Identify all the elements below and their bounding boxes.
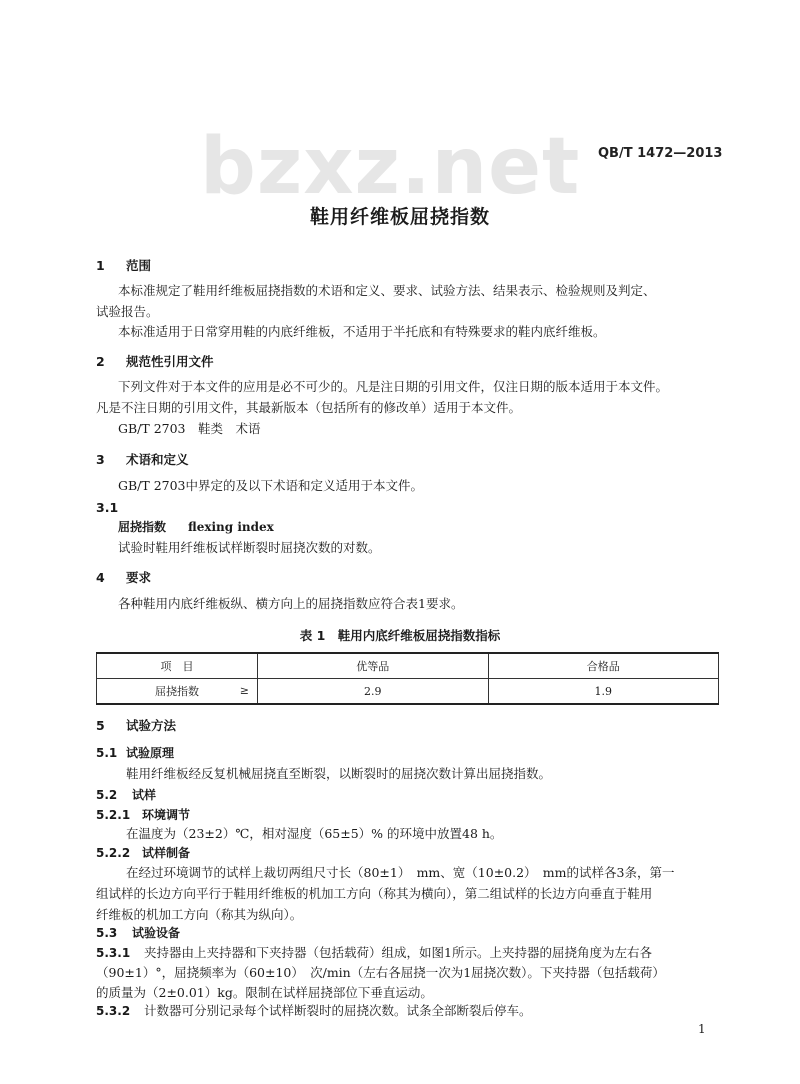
- section-5-number: 5: [96, 718, 105, 733]
- section-5-3-2-line: [96, 1001, 532, 1019]
- section-1-paragraph-1b: 试验报告。: [96, 304, 159, 319]
- section-3-title: 术语和定义: [126, 452, 189, 467]
- doc-code: QB/T 1472—2013: [598, 146, 723, 161]
- section-5-3-heading: [96, 924, 180, 941]
- section-3-number: 3: [96, 452, 105, 467]
- section-4-paragraph-1: 各种鞋用内底纤维板纵、横方向上的屈挠指数应符合表1要求。: [118, 596, 464, 611]
- section-5-2-1-heading: [96, 806, 190, 823]
- section-1-title: 范围: [126, 258, 152, 273]
- section-5-1-title: 试验原理: [126, 746, 175, 760]
- section-5-2-2-text-c: 纤维板的机加工方向（称其为纵向）。: [96, 907, 303, 922]
- row-name-label: 屈挠指数: [155, 685, 199, 698]
- section-1-number: 1: [96, 258, 105, 273]
- section-5-3-2-text: 计数器可分别记录每个试样断裂时的屈挠次数。试条全部断裂后停车。: [144, 1003, 532, 1018]
- section-2-paragraph-1b: 凡是不注日期的引用文件，其最新版本（包括所有的修改单）适用于本文件。: [96, 400, 522, 415]
- section-5-3-number: 5.3: [96, 926, 118, 940]
- section-1-paragraph-1a: 本标准规定了鞋用纤维板屈挠指数的术语和定义、要求、试验方法、结果表示、检验规则及判定、: [118, 283, 656, 298]
- section-2-reference: GB/T 2703 鞋类 术语: [118, 421, 261, 436]
- table-row-name: [97, 679, 258, 705]
- section-5-heading: [96, 716, 176, 734]
- table-header-item: 项 目: [97, 653, 258, 679]
- section-5-2-1-title: 环境调节: [142, 808, 191, 822]
- section-2-number: 2: [96, 354, 105, 369]
- row-symbol: ≥: [239, 684, 249, 697]
- section-3-1-number: 3.1: [96, 500, 119, 515]
- term-english: flexing index: [187, 520, 274, 534]
- section-4-title: 要求: [126, 570, 152, 585]
- section-5-1-heading: [96, 744, 174, 761]
- watermark: bzxz.net: [200, 122, 581, 212]
- section-5-2-2-text-b: 组试样的长边方向平行于鞋用纤维板的机加工方向（称其为横向），第二组试样的长边方向垂直于鞋用: [96, 886, 653, 901]
- section-5-1-text: 鞋用纤维板经反复机械屈挠直至断裂，以断裂时的屈挠次数计算出屈挠指数。: [126, 766, 552, 781]
- page-number: 1: [698, 1022, 706, 1036]
- section-5-3-1-text-c: 的质量为（2±0.01）kg。限制在试样屈挠部位下垂直运动。: [96, 985, 433, 1000]
- section-2-title: 规范性引用文件: [126, 354, 214, 369]
- section-5-2-1-text: 在温度为（23±2）℃，相对湿度（65±5）% 的环境中放置48 h。: [126, 826, 503, 841]
- term-entry: [118, 518, 274, 535]
- term-definition: 试验时鞋用纤维板试样断裂时屈挠次数的对数。: [118, 540, 381, 555]
- section-2-paragraph-1a: 下列文件对于本文件的应用是必不可少的。凡是注日期的引用文件，仅注日期的版本适用于本文件。: [118, 379, 669, 394]
- section-5-1-number: 5.1: [96, 746, 118, 760]
- section-5-2-2-text-a: 在经过环境调节的试样上裁切两组尺寸长（80±1） mm、宽（10±0.2） mm的试样各3条，第一: [126, 865, 675, 880]
- section-1-paragraph-2: 本标准适用于日常穿用鞋的内底纤维板，不适用于半托底和有特殊要求的鞋内底纤维板。: [118, 324, 606, 339]
- section-5-2-2-title: 试样制备: [142, 846, 191, 860]
- table-header-qualified: 合格品: [488, 653, 719, 679]
- section-5-2-heading: [96, 786, 156, 803]
- section-3-heading: [96, 450, 189, 468]
- section-5-2-title: 试样: [132, 788, 157, 802]
- section-5-3-title: 试验设备: [132, 926, 181, 940]
- section-5-3-2-number: 5.3.2: [96, 1004, 131, 1018]
- section-5-2-1-number: 5.2.1: [96, 808, 131, 822]
- table-value-qualified: 1.9: [488, 679, 719, 705]
- section-1-heading: [96, 256, 151, 274]
- section-5-2-2-heading: [96, 844, 190, 861]
- section-4-heading: [96, 568, 151, 586]
- section-5-3-1-number: 5.3.1: [96, 946, 131, 960]
- section-5-3-1-text-b: （90±1）°，屈挠频率为（60±10） 次/min（左右各屈挠一次为1屈挠次数）。下夹持器（包括载荷）: [96, 965, 665, 980]
- table-value-premium: 2.9: [258, 679, 489, 705]
- section-5-2-number: 5.2: [96, 788, 118, 802]
- section-5-2-2-number: 5.2.2: [96, 846, 131, 860]
- table-1: [96, 652, 719, 705]
- table-1-caption: 表 1 鞋用内底纤维板屈挠指数指标: [299, 628, 501, 643]
- section-5-3-1-line-a: [96, 943, 652, 961]
- table-header-premium: 优等品: [258, 653, 489, 679]
- page-title: 鞋用纤维板屈挠指数: [309, 206, 490, 228]
- section-5-title: 试验方法: [126, 718, 177, 733]
- section-3-paragraph-1: GB/T 2703中界定的及以下术语和定义适用于本文件。: [118, 478, 424, 493]
- term-chinese: 屈挠指数: [118, 520, 167, 534]
- section-5-3-1-text-a: 夹持器由上夹持器和下夹持器（包括载荷）组成，如图1所示。上夹持器的屈挠角度为左右各: [144, 945, 652, 960]
- section-4-number: 4: [96, 570, 105, 585]
- table-row: [97, 679, 719, 705]
- section-2-heading: [96, 352, 214, 370]
- table-header-row: [97, 653, 719, 679]
